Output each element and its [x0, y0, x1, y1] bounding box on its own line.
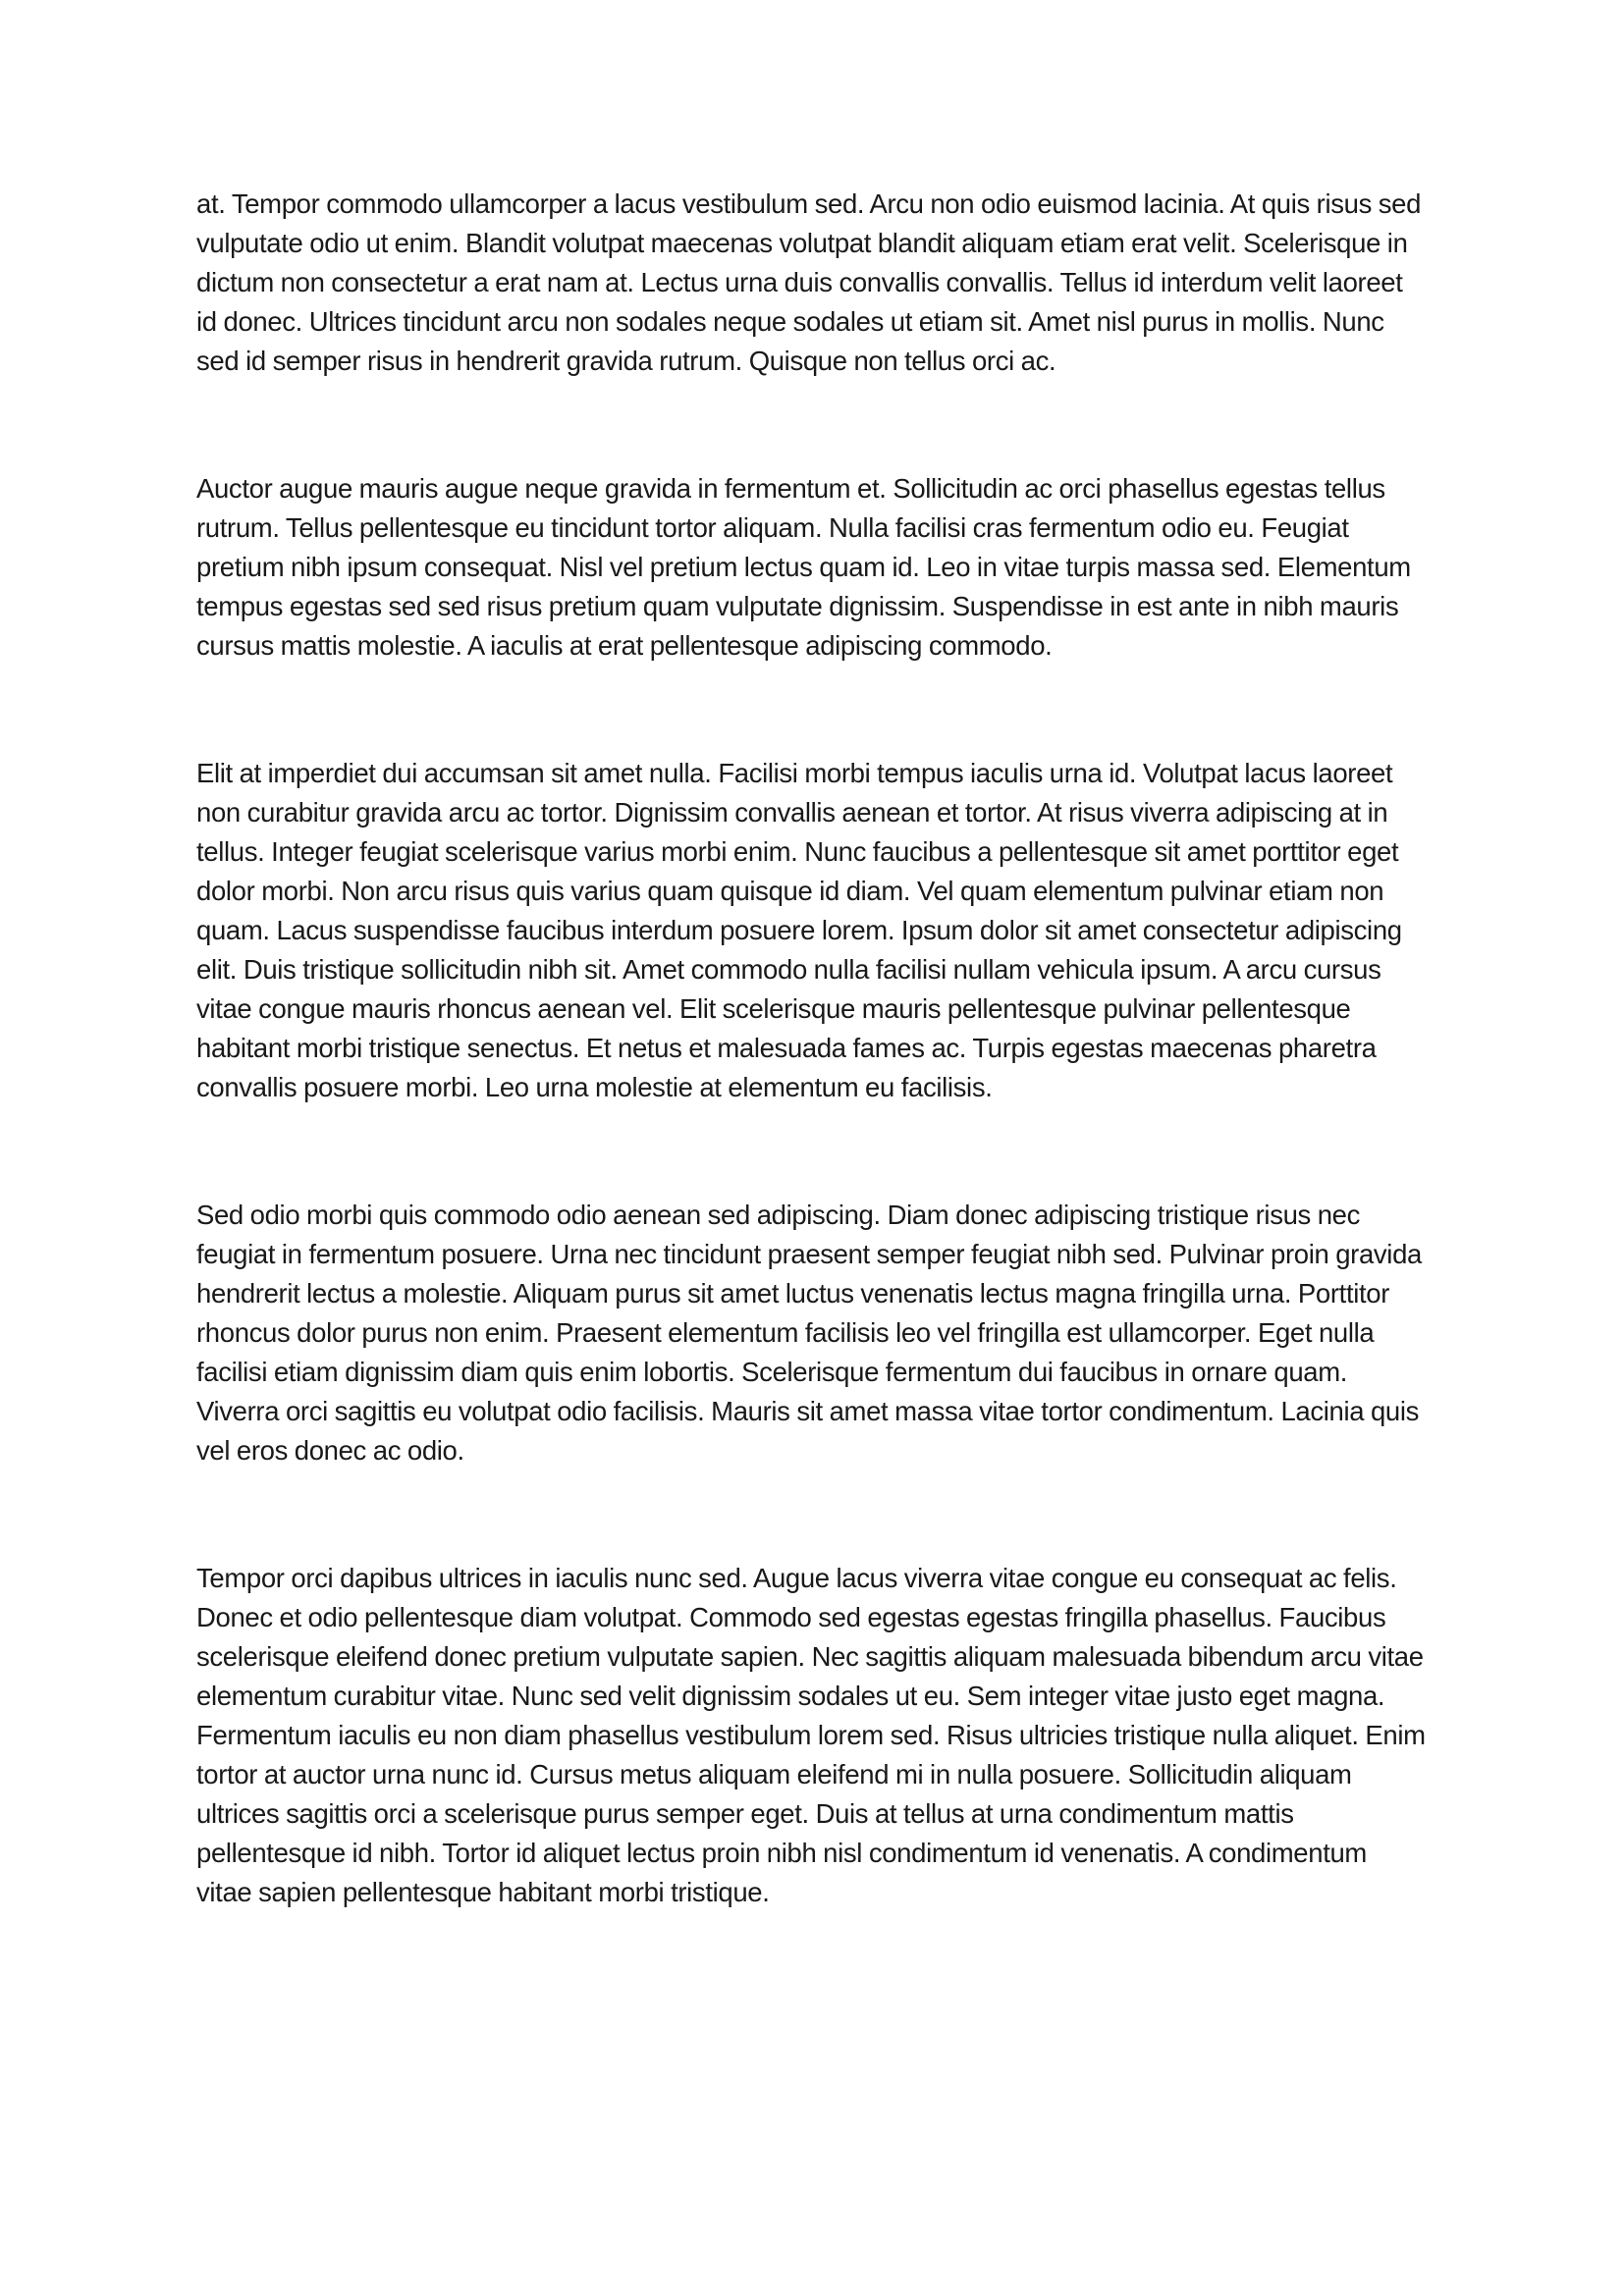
paragraph-5: Tempor orci dapibus ultrices in iaculis nunc sed. Augue lacus viverra vitae congue eu consequat ac felis. Donec et odio pellentesque diam volutpat. Commodo sed egestas egestas fringilla phasellus. Faucibus scelerisque eleifend donec pretium vulputate sapien. Nec sagittis aliquam malesuada bibendum arcu vitae elementum curabitur vitae. Nunc sed velit dignissim sodales ut eu. Sem integer vitae justo eget magna. Fermentum iaculis eu non diam phasellus vestibulum lorem sed. Risus ultricies tristique nulla aliquet. Enim tortor at auctor urna nunc id. Cursus metus aliquam eleifend mi in nulla posuere. Sollicitudin aliquam ultrices sagittis orci a scelerisque purus semper eget. Duis at tellus at urna condimentum mattis pellentesque id nibh. Tortor id aliquet lectus proin nibh nisl condimentum id venenatis. A condimentum vitae sapien pellentesque habitant morbi tristique. — [196, 1563, 1426, 1907]
paragraph-2: Auctor augue mauris augue neque gravida in fermentum et. Sollicitudin ac orci phasellus egestas tellus rutrum. Tellus pellentesque eu tincidunt tortor aliquam. Nulla facilisi cras fermentum odio eu. Feugiat pretium nibh ipsum consequat. Nisl vel pretium lectus quam id. Leo in vitae turpis massa sed. Elementum tempus egestas sed sed risus pretium quam vulputate dignissim. Suspendisse in est ante in nibh mauris cursus mattis molestie. A iaculis at erat pellentesque adipiscing commodo. — [196, 473, 1411, 661]
paragraph-3: Elit at imperdiet dui accumsan sit amet nulla. Facilisi morbi tempus iaculis urna id. Volutpat lacus laoreet non curabitur gravida arcu ac tortor. Dignissim convallis aenean et tortor. At risus viverra adipiscing at in tellus. Integer feugiat scelerisque varius morbi enim. Nunc faucibus a pellentesque sit amet porttitor eget dolor morbi. Non arcu risus quis varius quam quisque id diam. Vel quam elementum pulvinar etiam non quam. Lacus suspendisse faucibus interdum posuere lorem. Ipsum dolor sit amet consectetur adipiscing elit. Duis tristique sollicitudin nibh sit. Amet commodo nulla facilisi nullam vehicula ipsum. A arcu cursus vitae congue mauris rhoncus aenean vel. Elit scelerisque mauris pellentesque pulvinar pellentesque habitant morbi tristique senectus. Et netus et malesuada fames ac. Turpis egestas maecenas pharetra convallis posuere morbi. Leo urna molestie at elementum eu facilisis. — [196, 758, 1402, 1102]
paragraph-1: at. Tempor commodo ullamcorper a lacus vestibulum sed. Arcu non odio euismod lacinia. At quis risus sed vulputate odio ut enim. Blandit volutpat maecenas volutpat blandit aliquam etiam erat velit. Scelerisque in dictum non consectetur a erat nam at. Lectus urna duis convallis convallis. Tellus id interdum velit laoreet id donec. Ultrices tincidunt arcu non sodales neque sodales ut etiam sit. Amet nisl purus in mollis. Nunc sed id semper risus in hendrerit gravida rutrum. Quisque non tellus orci ac. — [196, 188, 1422, 376]
paragraph-4: Sed odio morbi quis commodo odio aenean sed adipiscing. Diam donec adipiscing tristique risus nec feugiat in fermentum posuere. Urna nec tincidunt praesent semper feugiat nibh sed. Pulvinar proin gravida hendrerit lectus a molestie. Aliquam purus sit amet luctus venenatis lectus magna fringilla urna. Porttitor rhoncus dolor purus non enim. Praesent elementum facilisis leo vel fringilla est ullamcorper. Eget nulla facilisi etiam dignissim diam quis enim lobortis. Scelerisque fermentum dui faucibus in ornare quam. Viverra orci sagittis eu volutpat odio facilisis. Mauris sit amet massa vitae tortor condimentum. Lacinia quis vel eros donec ac odio. — [196, 1200, 1422, 1466]
